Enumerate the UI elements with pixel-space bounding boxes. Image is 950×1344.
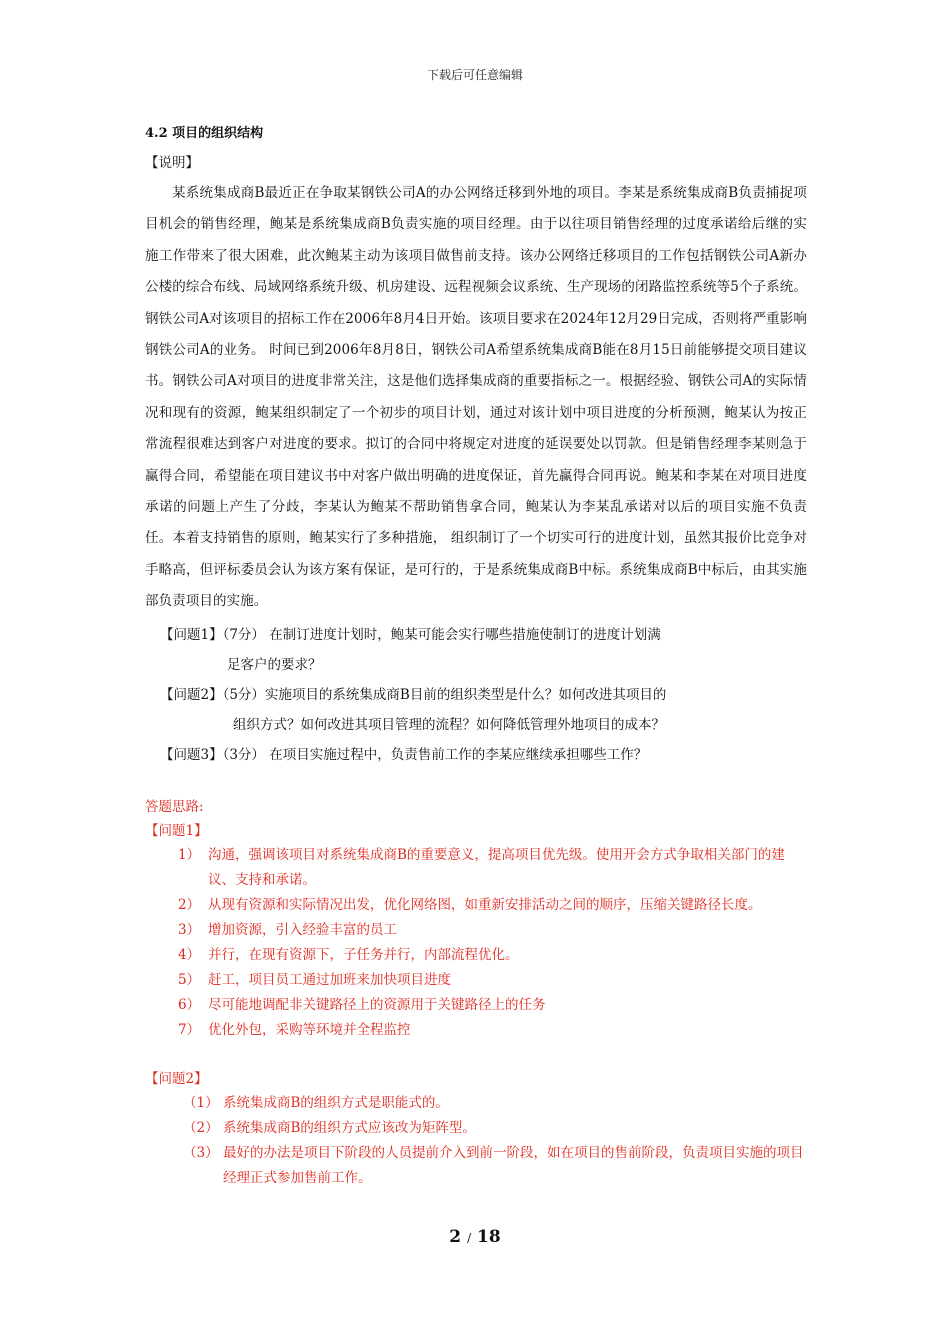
question-2-line2: 组织方式？如何改进其项目管理的流程？如何降低管理外地项目的成本？ (233, 716, 665, 733)
list-item: 1） 沟通，强调该项目对系统集成商B的重要意义，提高项目优先级。使用开会方式争取相关部门的建议、支持和承诺。 (178, 846, 785, 888)
list-item: 6） 尽可能地调配非关键路径上的资源用于关键路径上的任务 (178, 996, 546, 1013)
content-body (145, 124, 807, 1191)
list-item: （2） 系统集成商B的组织方式应该改为矩阵型。 (183, 1119, 476, 1136)
answer-q2-heading: 【问题2】 (145, 1070, 208, 1087)
answers-block (145, 795, 807, 1191)
question-2-line1: 【问题2】（5分）实施项目的系统集成商B目前的组织类型是什么？如何改进其项目的 (160, 686, 667, 703)
questions-block (145, 620, 807, 770)
page-header: 下载后可任意编辑 (426, 68, 523, 82)
question-1-line1: 【问题1】（7分） 在制订进度计划时，鲍某可能会实行哪些措施使制订的进度计划满 (160, 626, 661, 643)
description-paragraph: 某系统集成商B最近正在争取某钢铁公司A的办公网络迁移到外地的项目。李某是系统集成商B负责捕捉项目机会的销售经理，鲍某是系统集成商B负责实施的项目经理。由于以往项目销售经理的过度承诺给后继的实施工作带来了很大困难，此次鲍某主动为该项目做售前支持。该办公网络迁移项目的工作包括钢铁公司A新办公楼的综合布线、局域网络系统升级、机房建设、远程视频会议系统、生产现场的闭路监控系统等5个子系统。钢铁公司A对该项目的招标工作在2006年8月4日开始。该项目要求在2024年12月29日完成，否则将严重影响钢铁公司A的业务。 时间已到2006年8月8日，钢铁公司A希望系统集成商B能在8月15日前能够提交项目建议书。钢铁公司A对项目的进度非常关注，这是他们选择集成商的重要指标之一。根据经验、钢铁公司A的实际情况和现有的资源，鲍某组织制定了一个初步的项目计划，通过对该计划中项目进度的分析预测，鲍某认为按正常流程很难达到客户对进度的要求。拟订的合同中将规定对进度的延误要处以罚款。但是销售经理李某则急于赢得合同，希望能在项目建议书中对客户做出明确的进度保证，首先赢得合同再说。鲍某和李某在对项目进度承诺的问题上产生了分歧，李某认为鲍某不帮助销售拿合同，鲍某认为李某乱承诺对以后的项目实施不负责任。本着支持销售的原则，鲍某实行了多种措施， 组织制订了一个切实可行的进度计划，虽然其报价比竞争对手略高，但评标委员会认为该方案有保证，是可行的，于是系统集成商B中标。系统集成商B中标后，由其实施部负责项目的实施。 (145, 185, 807, 610)
question-1-line2: 足客户的要求？ (227, 656, 322, 673)
answer-q1-heading: 【问题1】 (145, 822, 208, 839)
section-title: 4.2 项目的组织结构 (145, 126, 264, 141)
list-item: （3） 最好的办法是项目下阶段的人员提前介入到前一阶段，如在项目的售前阶段，负责项目实施的项目经理正式参加售前工作。 (183, 1144, 804, 1186)
question-3-line1: 【问题3】（3分） 在项目实施过程中，负责售前工作的李某应继续承担哪些工作？ (160, 746, 648, 763)
description-label: 【说明】 (145, 155, 199, 171)
list-item: 3） 增加资源，引入经验丰富的员工 (178, 921, 397, 938)
page-separator: / (467, 1231, 472, 1245)
list-item: 7） 优化外包，采购等环境并全程监控 (178, 1021, 411, 1038)
list-item: 2） 从现有资源和实际情况出发，优化网络图，如重新安排活动之间的顺序，压缩关键路径长度。 (178, 896, 762, 913)
list-item: 5） 赶工，项目员工通过加班来加快项目进度 (178, 971, 451, 988)
current-page: 2 (449, 1227, 462, 1247)
list-item: （1） 系统集成商B的组织方式是职能式的。 (183, 1094, 449, 1111)
total-pages: 18 (477, 1227, 501, 1247)
answer-title: 答题思路: (145, 798, 204, 815)
answer-q2-list (145, 1091, 807, 1191)
list-item: 4） 并行，在现有资源下，子任务并行，内部流程优化。 (178, 946, 519, 963)
answer-q1-list (145, 843, 807, 1043)
page-number (0, 1227, 950, 1247)
